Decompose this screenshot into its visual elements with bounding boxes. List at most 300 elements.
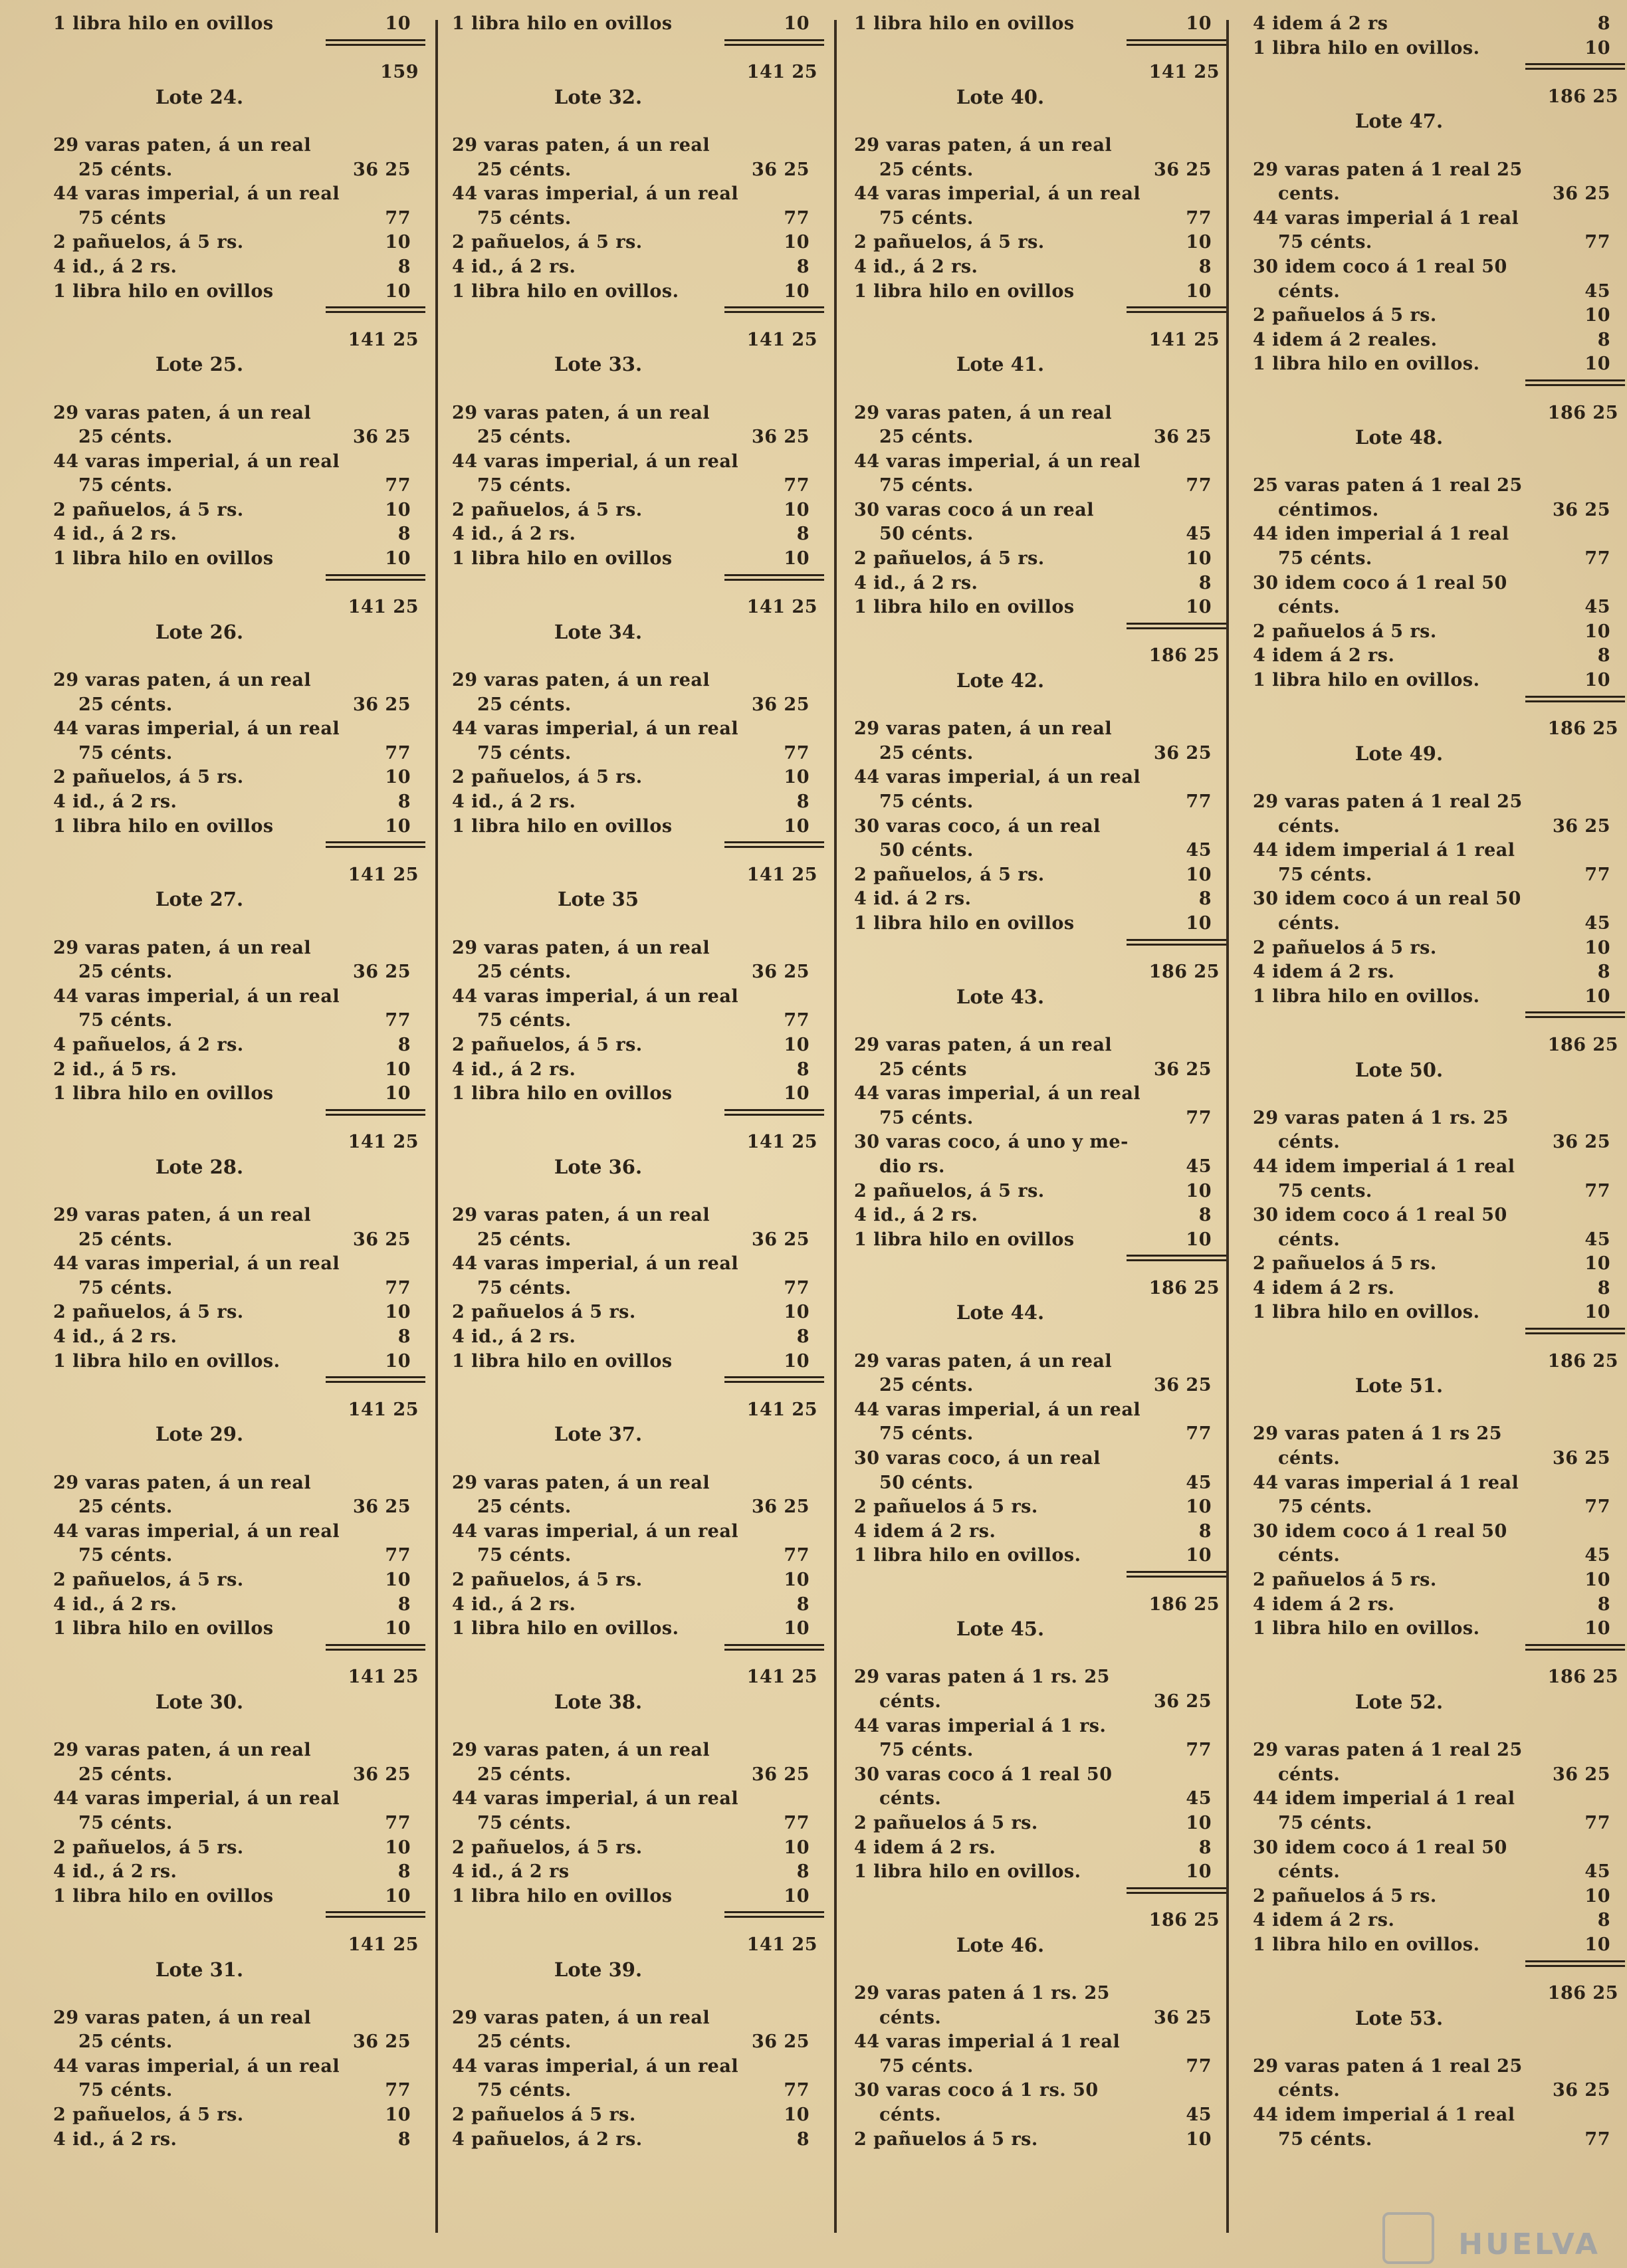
item-amount: 77 bbox=[784, 1010, 810, 1031]
archive-seal-icon bbox=[1382, 2212, 1434, 2264]
lot-heading: Lote 49. bbox=[1355, 742, 1444, 765]
item-description: 25 cénts. bbox=[78, 962, 173, 983]
item-amount: 36 25 bbox=[751, 1764, 810, 1785]
item-line bbox=[452, 1568, 824, 1593]
item-line bbox=[1253, 328, 1625, 353]
item-description: 1 libra hilo en ovillos. bbox=[1253, 1618, 1480, 1639]
item-line bbox=[452, 766, 824, 790]
item-line bbox=[53, 1228, 425, 1253]
lot-total bbox=[452, 863, 824, 888]
lot-heading: Lote 42. bbox=[956, 669, 1045, 692]
item-line bbox=[53, 498, 425, 523]
item-line bbox=[1253, 1933, 1625, 1958]
item-amount: 36 25 bbox=[352, 694, 411, 715]
item-line bbox=[452, 2055, 824, 2079]
lot-total bbox=[452, 1933, 824, 1958]
item-description: 29 varas paten á 1 real 25 bbox=[1253, 2055, 1523, 2077]
item-line bbox=[53, 1082, 425, 1106]
item-line bbox=[452, 1593, 824, 1617]
item-line bbox=[1253, 280, 1625, 304]
item-amount: 10 bbox=[1584, 937, 1610, 958]
total-amount: 141 25 bbox=[746, 864, 817, 885]
lot-heading: Lote 33. bbox=[554, 353, 643, 376]
item-line bbox=[854, 1058, 1226, 1082]
item-amount: 10 bbox=[1584, 1253, 1610, 1275]
item-line bbox=[1253, 2128, 1625, 2152]
item-amount: 77 bbox=[1186, 1740, 1212, 1761]
item-amount: 10 bbox=[385, 232, 411, 253]
item-line bbox=[1253, 255, 1625, 280]
column-4 bbox=[1253, 12, 1625, 2265]
total-amount: 141 25 bbox=[348, 864, 419, 885]
item-description: 1 libra hilo en ovillos. bbox=[1253, 1934, 1480, 1955]
item-amount: 10 bbox=[385, 548, 411, 569]
item-line bbox=[452, 134, 824, 158]
item-description: 1 libra hilo en ovillos. bbox=[53, 1350, 280, 1372]
item-description: 75 cénts. bbox=[477, 2080, 572, 2101]
item-amount: 10 bbox=[385, 1570, 411, 1590]
item-line bbox=[1253, 1495, 1625, 1520]
item-line bbox=[1253, 1130, 1625, 1155]
lot-total bbox=[452, 595, 824, 620]
item-amount: 10 bbox=[1186, 2128, 1212, 2150]
item-description: 4 id., á 2 rs bbox=[452, 1861, 570, 1883]
total-rule bbox=[1253, 377, 1625, 401]
lot-heading: Lote 52. bbox=[1355, 1690, 1444, 1713]
item-description: 1 libra hilo en ovillos bbox=[53, 815, 274, 837]
item-description: 30 idem coco á 1 real 50 bbox=[1253, 1205, 1507, 1226]
item-line bbox=[53, 1787, 425, 1811]
item-line bbox=[53, 1325, 425, 1350]
item-description: 44 varas imperial á 1 rs. bbox=[854, 1715, 1107, 1736]
item-amount: 77 bbox=[385, 1545, 411, 1566]
item-line bbox=[1253, 863, 1625, 888]
item-amount: 36 25 bbox=[1153, 1059, 1212, 1080]
item-amount: 45 bbox=[1584, 1229, 1610, 1250]
spacer bbox=[53, 1447, 425, 1471]
item-line bbox=[854, 1665, 1226, 1690]
item-line bbox=[854, 1228, 1226, 1253]
item-amount: 8 bbox=[397, 1861, 411, 1883]
item-amount: 8 bbox=[397, 2128, 411, 2150]
item-description: 25 cénts. bbox=[78, 427, 173, 448]
item-description: 30 idem coco á un real 50 bbox=[1253, 888, 1521, 910]
item-line bbox=[1253, 1763, 1625, 1788]
spacer bbox=[854, 1641, 1226, 1666]
item-description: 75 cénts. bbox=[477, 1812, 572, 1833]
item-line bbox=[53, 2006, 425, 2031]
item-line bbox=[53, 2128, 425, 2152]
item-amount: 10 bbox=[385, 280, 411, 302]
item-description: 44 varas imperial, á un real bbox=[53, 1253, 340, 1275]
item-amount: 36 25 bbox=[352, 1496, 411, 1518]
item-amount: 10 bbox=[1584, 1618, 1610, 1639]
item-amount: 8 bbox=[1198, 1205, 1212, 1226]
item-amount: 8 bbox=[1198, 256, 1212, 277]
item-description: 44 varas imperial, á un real bbox=[452, 1253, 739, 1275]
item-line bbox=[452, 1495, 824, 1520]
item-description: 29 varas paten, á un real bbox=[53, 1472, 312, 1493]
item-amount: 77 bbox=[784, 475, 810, 496]
item-line bbox=[53, 936, 425, 961]
item-description: 44 varas imperial, á un real bbox=[53, 2055, 340, 2077]
item-line bbox=[854, 1180, 1226, 1204]
item-description: 29 varas paten, á un real bbox=[53, 2007, 312, 2028]
item-amount: 8 bbox=[1597, 13, 1610, 34]
item-line bbox=[452, 985, 824, 1009]
item-description: 4 idem á 2 rs. bbox=[1253, 1910, 1395, 1931]
item-amount: 10 bbox=[784, 548, 810, 569]
item-description: 1 libra hilo en ovillos bbox=[854, 597, 1075, 618]
lot-heading: Lote 53. bbox=[1355, 2006, 1444, 2029]
item-description: 75 cénts. bbox=[78, 1812, 173, 1833]
item-line bbox=[1253, 1544, 1625, 1568]
lot-total bbox=[1253, 85, 1625, 110]
item-line bbox=[53, 280, 425, 304]
item-description: 25 cénts. bbox=[477, 1764, 572, 1785]
item-amount: 8 bbox=[1597, 1594, 1610, 1615]
item-amount: 36 25 bbox=[751, 159, 810, 180]
item-line bbox=[1253, 304, 1625, 328]
item-line bbox=[452, 1860, 824, 1885]
item-line bbox=[53, 1763, 425, 1788]
item-line bbox=[452, 2006, 824, 2031]
item-line bbox=[452, 231, 824, 255]
spacer bbox=[1253, 1082, 1625, 1106]
item-amount: 36 25 bbox=[751, 1496, 810, 1518]
total-amount: 186 25 bbox=[1547, 86, 1618, 107]
spacer bbox=[854, 1325, 1226, 1350]
item-description: 29 varas paten, á un real bbox=[854, 718, 1113, 740]
item-line bbox=[854, 280, 1226, 304]
item-description: 25 cénts. bbox=[879, 427, 974, 448]
item-amount: 77 bbox=[1186, 1107, 1212, 1128]
item-line bbox=[854, 2006, 1226, 2031]
item-description: 30 idem coco á 1 real 50 bbox=[1253, 1520, 1507, 1542]
item-line bbox=[53, 1009, 425, 1033]
item-amount: 10 bbox=[385, 1837, 411, 1858]
item-description: 1 libra hilo en ovillos bbox=[53, 1618, 274, 1639]
item-description: 29 varas paten, á un real bbox=[53, 1740, 312, 1761]
item-line bbox=[53, 1885, 425, 1909]
item-description: 4 id., á 2 rs. bbox=[53, 1594, 177, 1615]
item-description: 2 pañuelos, á 5 rs. bbox=[53, 767, 244, 788]
item-line bbox=[452, 1082, 824, 1106]
item-line bbox=[53, 547, 425, 571]
item-line bbox=[1253, 1106, 1625, 1131]
item-amount: 77 bbox=[1186, 791, 1212, 812]
item-amount: 77 bbox=[1584, 864, 1610, 885]
spacer bbox=[452, 1982, 824, 2006]
item-description: 29 varas paten, á un real bbox=[452, 402, 710, 423]
total-amount: 141 25 bbox=[348, 1934, 419, 1955]
item-amount: 10 bbox=[1186, 1229, 1212, 1250]
item-description: cénts. bbox=[879, 2007, 942, 2028]
item-amount: 45 bbox=[1186, 524, 1212, 545]
item-description: 44 varas imperial, á un real bbox=[53, 1788, 340, 1809]
item-line bbox=[1253, 1593, 1625, 1617]
total-amount: 141 25 bbox=[1148, 329, 1220, 350]
item-description: 25 cénts. bbox=[78, 159, 173, 180]
item-amount: 10 bbox=[1584, 1885, 1610, 1907]
item-amount: 10 bbox=[784, 1302, 810, 1323]
item-amount: 8 bbox=[1198, 888, 1212, 910]
total-rule bbox=[854, 1885, 1226, 1909]
item-line bbox=[854, 1106, 1226, 1131]
item-line bbox=[452, 1350, 824, 1374]
item-description: 4 idem á 2 rs. bbox=[1253, 962, 1395, 983]
item-description: 29 varas paten, á un real bbox=[452, 1205, 710, 1226]
item-description: 44 idem imperial á 1 real bbox=[1253, 1788, 1515, 1809]
item-description: cénts. bbox=[879, 2105, 942, 2126]
item-amount: 10 bbox=[385, 1885, 411, 1907]
item-description: 25 cénts. bbox=[879, 1375, 974, 1396]
item-description: 25 cénts. bbox=[477, 1229, 572, 1250]
item-description: 29 varas paten, á un real bbox=[452, 670, 710, 691]
item-amount: 10 bbox=[1584, 985, 1610, 1007]
item-line bbox=[1253, 2079, 1625, 2103]
item-line bbox=[53, 815, 425, 839]
item-description: 75 cénts. bbox=[879, 207, 974, 229]
column-3 bbox=[854, 12, 1226, 2265]
item-amount: 10 bbox=[784, 767, 810, 788]
total-rule bbox=[854, 1252, 1226, 1277]
item-description: 75 cénts. bbox=[78, 742, 173, 764]
item-description: 2 pañuelos á 5 rs. bbox=[1253, 1253, 1437, 1275]
item-amount: 77 bbox=[784, 207, 810, 229]
total-rule bbox=[452, 1908, 824, 1933]
item-amount: 10 bbox=[1584, 1302, 1610, 1323]
item-line bbox=[854, 2030, 1226, 2055]
total-amount: 186 25 bbox=[1547, 1350, 1618, 1372]
item-description: 29 varas paten, á un real bbox=[452, 1472, 710, 1493]
item-description: 29 varas paten, á un real bbox=[53, 937, 312, 958]
item-line bbox=[53, 1860, 425, 1885]
item-description: 29 varas paten, á un real bbox=[53, 402, 312, 423]
item-line bbox=[452, 207, 824, 231]
item-line bbox=[854, 1787, 1226, 1811]
item-amount: 36 25 bbox=[1153, 427, 1212, 448]
item-line bbox=[854, 717, 1226, 742]
item-description: cénts. bbox=[879, 1788, 942, 1809]
item-line bbox=[854, 522, 1226, 547]
lot-heading: Lote 38. bbox=[554, 1690, 643, 1713]
lot-heading: Lote 35 bbox=[557, 888, 639, 911]
item-line bbox=[53, 134, 425, 158]
lot-total bbox=[452, 1130, 824, 1155]
lot-total bbox=[854, 1908, 1226, 1933]
item-description: 4 idem á 2 rs. bbox=[1253, 645, 1395, 667]
item-description: 75 cénts bbox=[78, 207, 166, 229]
lot-heading: Lote 36. bbox=[554, 1155, 643, 1178]
item-amount: 10 bbox=[784, 1350, 810, 1372]
item-description: 4 idem á 2 reales. bbox=[1253, 329, 1438, 350]
lot-total bbox=[452, 60, 824, 85]
item-amount: 45 bbox=[1186, 840, 1212, 861]
item-line bbox=[854, 1471, 1226, 1496]
item-line bbox=[1253, 1787, 1625, 1811]
item-line bbox=[53, 255, 425, 280]
item-amount: 10 bbox=[1186, 13, 1212, 34]
item-description: 30 varas coco, á un real bbox=[854, 815, 1101, 837]
item-amount: 36 25 bbox=[1552, 815, 1610, 837]
item-amount: 8 bbox=[1597, 645, 1610, 667]
item-amount: 8 bbox=[397, 1594, 411, 1615]
item-line bbox=[854, 1447, 1226, 1471]
item-line bbox=[854, 766, 1226, 790]
item-line bbox=[53, 985, 425, 1009]
item-line bbox=[854, 207, 1226, 231]
item-line bbox=[53, 1203, 425, 1228]
item-line bbox=[1253, 887, 1625, 912]
item-amount: 8 bbox=[1198, 1520, 1212, 1542]
lot-total bbox=[1253, 1665, 1625, 1690]
item-amount: 77 bbox=[385, 1277, 411, 1298]
total-rule bbox=[53, 1374, 425, 1398]
total-amount: 186 25 bbox=[1148, 645, 1220, 667]
total-rule bbox=[452, 1374, 824, 1398]
item-line bbox=[854, 1082, 1226, 1106]
item-line bbox=[53, 717, 425, 742]
item-description: 4 idem á 2 rs. bbox=[1253, 1277, 1395, 1298]
lot-heading: Lote 29. bbox=[155, 1423, 244, 1446]
item-amount: 8 bbox=[1597, 1277, 1610, 1298]
item-line bbox=[1253, 815, 1625, 839]
item-line bbox=[53, 1300, 425, 1325]
spacer bbox=[854, 693, 1226, 718]
item-amount: 45 bbox=[1584, 1545, 1610, 1566]
item-description: 29 varas paten, á un real bbox=[854, 1034, 1113, 1055]
item-amount: 10 bbox=[1584, 305, 1610, 326]
item-amount: 36 25 bbox=[352, 1229, 411, 1250]
item-description: 2 pañuelos, á 5 rs. bbox=[854, 232, 1045, 253]
item-description: 29 varas paten, á un real bbox=[452, 937, 710, 958]
spacer bbox=[452, 644, 824, 669]
item-description: cénts. bbox=[1278, 280, 1341, 302]
total-rule bbox=[452, 304, 824, 328]
item-description: 29 varas paten, á un real bbox=[53, 1205, 312, 1226]
total-rule bbox=[452, 571, 824, 596]
total-rule bbox=[53, 1641, 425, 1666]
spacer bbox=[854, 1009, 1226, 1033]
item-line bbox=[452, 1252, 824, 1277]
item-amount: 8 bbox=[397, 1034, 411, 1055]
item-description: 1 libra hilo en ovillos bbox=[53, 13, 274, 34]
lot-total bbox=[53, 1130, 425, 1155]
item-amount: 36 25 bbox=[1552, 1764, 1610, 1785]
item-line bbox=[53, 231, 425, 255]
item-amount: 10 bbox=[1186, 232, 1212, 253]
item-line bbox=[854, 1495, 1226, 1520]
item-amount: 36 25 bbox=[1552, 1448, 1610, 1469]
item-description: 1 libra hilo en ovillos bbox=[854, 912, 1075, 934]
column-1 bbox=[53, 12, 425, 2265]
item-amount: 8 bbox=[1597, 962, 1610, 983]
spacer bbox=[452, 912, 824, 936]
total-amount: 141 25 bbox=[746, 62, 817, 83]
spacer bbox=[53, 1982, 425, 2006]
item-amount: 36 25 bbox=[751, 962, 810, 983]
item-amount: 10 bbox=[784, 1837, 810, 1858]
total-amount: 186 25 bbox=[1547, 1034, 1618, 1055]
item-line bbox=[53, 1520, 425, 1544]
item-description: 1 libra hilo en ovillos. bbox=[1253, 985, 1480, 1007]
item-line bbox=[1253, 936, 1625, 961]
total-rule bbox=[854, 936, 1226, 961]
item-description: 2 pañuelos, á 5 rs. bbox=[452, 1837, 643, 1858]
item-line bbox=[854, 474, 1226, 498]
lot-total bbox=[1253, 1982, 1625, 2006]
item-description: 29 varas paten á 1 rs. 25 bbox=[854, 1983, 1110, 2004]
item-line bbox=[1253, 182, 1625, 207]
total-amount: 141 25 bbox=[348, 597, 419, 618]
item-amount: 45 bbox=[1186, 1156, 1212, 1177]
item-amount: 10 bbox=[385, 1350, 411, 1372]
item-line bbox=[854, 887, 1226, 912]
total-amount: 141 25 bbox=[746, 1667, 817, 1688]
item-description: 4 id., á 2 rs. bbox=[452, 256, 576, 277]
item-line bbox=[1253, 1180, 1625, 1204]
item-description: 29 varas paten á 1 rs 25 bbox=[1253, 1423, 1503, 1445]
item-line bbox=[1253, 1228, 1625, 1253]
item-line bbox=[1253, 352, 1625, 377]
item-description: 1 libra hilo en ovillos bbox=[452, 548, 673, 569]
item-description: 4 id., á 2 rs. bbox=[452, 1326, 576, 1348]
item-description: cénts. bbox=[1278, 2080, 1341, 2101]
item-description: 4 idem á 2 rs. bbox=[1253, 1594, 1395, 1615]
item-description: 75 cénts. bbox=[879, 2055, 974, 2077]
item-amount: 77 bbox=[385, 2080, 411, 2101]
total-amount: 186 25 bbox=[1547, 1667, 1618, 1688]
item-description: 75 cénts. bbox=[879, 791, 974, 812]
item-line bbox=[854, 2079, 1226, 2103]
item-amount: 10 bbox=[385, 767, 411, 788]
lot-total bbox=[854, 60, 1226, 85]
item-line bbox=[1253, 1422, 1625, 1447]
lot-heading: Lote 27. bbox=[155, 888, 244, 911]
item-description: 2 pañuelos, á 5 rs. bbox=[53, 1570, 244, 1590]
total-rule bbox=[53, 1106, 425, 1131]
total-amount: 141 25 bbox=[348, 1132, 419, 1153]
item-description: 75 cénts. bbox=[477, 1277, 572, 1298]
item-amount: 10 bbox=[385, 1059, 411, 1080]
item-description: 44 varas imperial, á un real bbox=[854, 451, 1141, 472]
item-description: 44 idem imperial á 1 real bbox=[1253, 840, 1515, 861]
item-amount: 8 bbox=[796, 524, 810, 545]
item-description: 2 pañuelos á 5 rs. bbox=[1253, 621, 1437, 642]
item-line bbox=[452, 2103, 824, 2128]
item-line bbox=[53, 1350, 425, 1374]
item-line bbox=[1253, 1811, 1625, 1836]
item-description: 4 id., á 2 rs. bbox=[53, 524, 177, 545]
item-amount: 10 bbox=[784, 280, 810, 302]
item-line bbox=[854, 401, 1226, 426]
item-description: 75 cénts. bbox=[477, 742, 572, 764]
item-description: 44 varas imperial, á un real bbox=[452, 183, 739, 205]
item-line bbox=[53, 158, 425, 183]
item-description: 44 idem imperial á 1 real bbox=[1253, 2105, 1515, 2126]
item-description: 25 cénts. bbox=[78, 1496, 173, 1518]
item-description: 25 cénts. bbox=[477, 159, 572, 180]
total-amount: 141 25 bbox=[746, 1132, 817, 1153]
item-description: 4 id., á 2 rs. bbox=[53, 2128, 177, 2150]
item-amount: 77 bbox=[1186, 1423, 1212, 1445]
lot-total bbox=[53, 863, 425, 888]
item-line bbox=[854, 1738, 1226, 1763]
item-amount: 10 bbox=[784, 1570, 810, 1590]
item-description: 2 pañuelos á 5 rs. bbox=[1253, 1570, 1437, 1590]
item-description: 44 varas imperial, á un real bbox=[452, 718, 739, 740]
